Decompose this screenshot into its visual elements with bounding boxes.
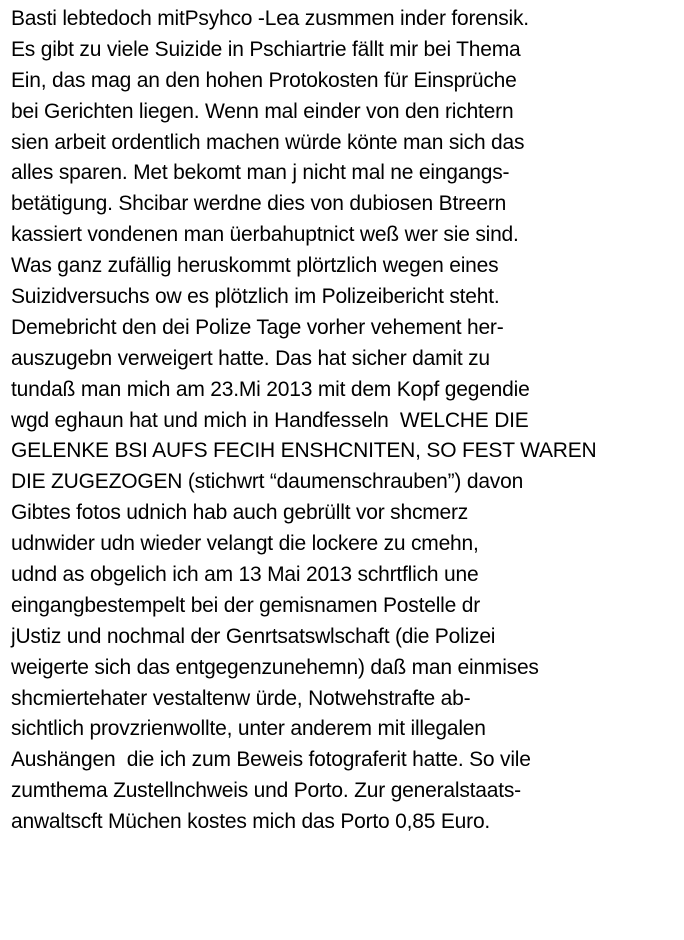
text-line-22: weigerte sich das entgegenzunehemn) daß man einmises [11,655,539,679]
text-line-12: auszugebn verweigert hatte. Das hat sicher damit zu [11,346,490,370]
text-line-7: betätigung. Shcibar werdne dies von dubiosen Btreern [11,192,507,216]
text-line-5: sien arbeit ordentlich machen würde könte man sich das [11,130,525,154]
text-line-27: anwaltscft Müchen kostes mich das Porto 0,85 Euro. [11,810,491,834]
text-line-23: shcmiertehater vestaltenw ürde, Notwehstrafte ab- [11,686,471,710]
text-line-8: kassiert vondenen man üerbahuptnict weß wer sie sind. [11,223,519,247]
text-line-24: sichtlich provzrienwollte, unter anderem mit illegalen [11,717,486,741]
text-line-15: GELENKE BSI AUFS FECIH ENSHCNITEN, SO FEST WAREN [11,439,597,463]
text-line-25: Aushängen die ich zum Beweis fotograferit hatte. So vile [11,748,531,772]
text-line-3: Ein, das mag an den hohen Protokosten für Einsprüche [11,68,517,92]
text-line-13: tundaß man mich am 23.Mi 2013 mit dem Kopf gegendie [11,377,530,401]
text-body [11,4,681,838]
text-line-16: DIE ZUGEZOGEN (stichwrt “daumenschrauben”) davon [11,470,524,494]
text-line-20: eingangbestempelt bei der gemisnamen Postelle dr [11,593,481,617]
text-line-2: Es gibt zu viele Suizide in Pschiartrie fällt mir bei Thema [11,37,521,61]
text-line-19: udnd as obgelich ich am 13 Mai 2013 schrtflich une [11,563,479,587]
text-line-17: Gibtes fotos udnich hab auch gebrüllt vor shcmerz [11,501,469,525]
text-line-6: alles sparen. Met bekomt man j nicht mal ne eingangs- [11,161,510,185]
text-line-11: Demebricht den dei Polize Tage vorher vehement her- [11,315,504,339]
text-line-21: jUstiz und nochmal der Genrtsatswlschaft (die Polizei [11,624,496,648]
text-line-1: Basti lebtedoch mitPsyhco -Lea zusmmen inder forensik. [11,7,529,30]
text-line-10: Suizidversuchs ow es plötzlich im Polizeibericht steht. [11,285,500,309]
text-line-26: zumthema Zustellnchweis und Porto. Zur generalstaats- [11,779,521,803]
text-line-9: Was ganz zufällig heruskommt plörtzlich wegen eines [11,254,499,278]
text-line-14: wgd eghaun hat und mich in Handfesseln WELCHE DIE [11,408,529,432]
text-line-18: udnwider udn wieder velangt die lockere zu cmehn, [11,532,479,556]
text-line-4: bei Gerichten liegen. Wenn mal einder von den richtern [11,99,514,123]
